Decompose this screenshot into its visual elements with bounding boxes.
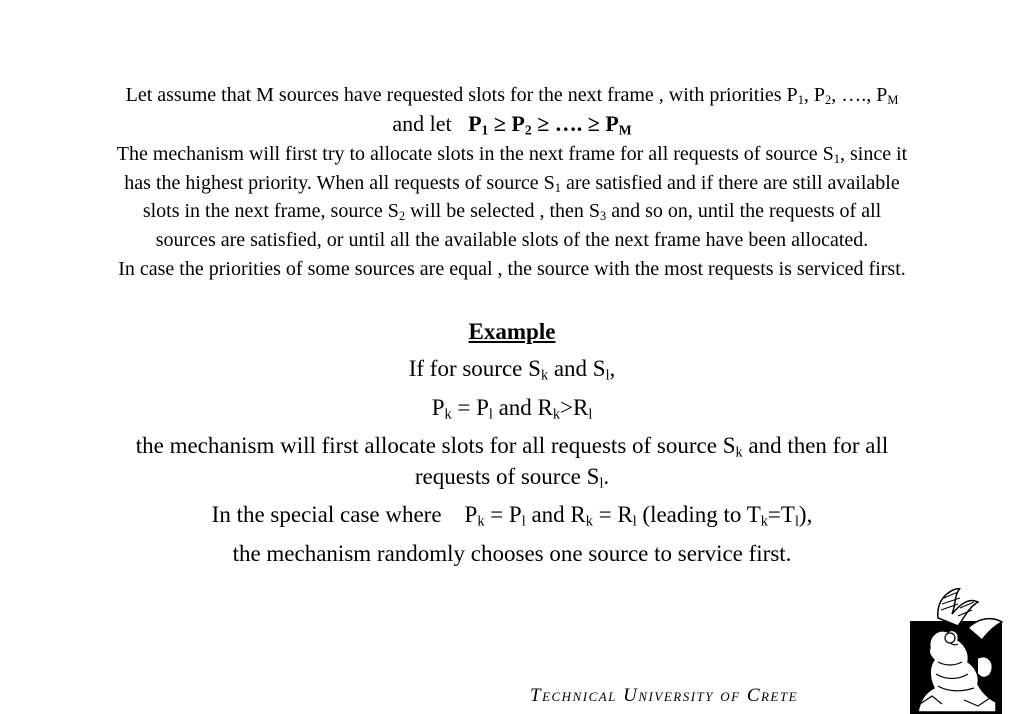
text: slots in the next frame, source S: [142, 200, 399, 223]
text: P: [431, 395, 445, 420]
intro-paragraph: [20, 81, 1004, 138]
subscript: k: [760, 513, 768, 530]
subscript: k: [585, 513, 593, 530]
subscript: k: [540, 367, 549, 384]
text: , P: [803, 84, 826, 106]
mechanism-line-5: In case the priorities of some sources are equal , the source with the most requests is serviced first.: [118, 257, 906, 280]
example-line-5: [40, 499, 984, 530]
text: and let: [392, 110, 452, 136]
subscript: k: [444, 406, 452, 423]
subscript: 1: [481, 121, 489, 137]
subscript: l: [488, 406, 493, 423]
mechanism-line-2: [20, 169, 1004, 198]
subscript: 2: [398, 209, 406, 224]
example-line-3b: [40, 461, 984, 492]
text: If for source S: [408, 356, 541, 381]
text: = P: [484, 502, 522, 527]
text: and so on, until the requests of all: [606, 200, 882, 223]
mechanism-line-4: sources are satisfied, or until all the available slots of the next frame have been allocated.: [155, 229, 869, 252]
subscript: l: [794, 513, 799, 530]
text: requests of source S: [414, 464, 600, 489]
text: and R: [525, 502, 586, 527]
example-line-3a: [40, 430, 984, 461]
text: In the special case where P: [211, 502, 478, 527]
subscript: l: [632, 513, 637, 530]
text: and then for all: [742, 433, 889, 458]
mechanism-line-3: [20, 197, 1004, 226]
subscript: 3: [600, 209, 607, 224]
text: The mechanism will first try to allocate slots in the next frame for all requests of source S: [116, 143, 834, 165]
priority-order: [468, 111, 632, 136]
subscript: 1: [554, 180, 561, 195]
mechanism-paragraph: [20, 140, 1004, 284]
text: are satisfied and if there are still available: [560, 171, 900, 194]
subscript: M: [618, 121, 632, 137]
text: , …., P: [831, 84, 888, 106]
text: the mechanism will first allocate slots for all requests of source S: [135, 433, 736, 458]
text: ,: [609, 356, 616, 381]
example-line-2: [40, 392, 984, 423]
subscript: M: [887, 93, 899, 108]
text: >R: [560, 395, 589, 420]
subscript: l: [605, 367, 610, 384]
example-line-1: [40, 353, 984, 384]
text: .: [603, 464, 610, 489]
text: P: [468, 110, 482, 136]
text: ≥ P: [488, 110, 525, 136]
text: = P: [451, 395, 489, 420]
text: has the highest priority. When all requests of source S: [124, 171, 555, 194]
text: and S: [548, 356, 606, 381]
intro-line-1: [20, 81, 1004, 110]
subscript: 1: [833, 152, 840, 167]
example-line-3: [40, 430, 984, 492]
subscript: k: [552, 406, 561, 423]
text: Let assume that M sources have requested slots for the next frame , with priorities P: [125, 84, 798, 106]
subscript: 1: [797, 93, 804, 108]
subscript: l: [521, 513, 526, 530]
institution-name: Technical University of Crete: [530, 685, 799, 706]
text: =T: [767, 502, 795, 527]
text: , since it: [840, 143, 908, 165]
subscript: l: [599, 475, 604, 492]
text: will be selected , then S: [405, 200, 601, 223]
example-line-6: the mechanism randomly chooses one source to service first.: [232, 541, 792, 566]
subscript: k: [477, 513, 485, 530]
text: ),: [798, 502, 813, 527]
text: (leading to T: [636, 502, 761, 527]
subscript: k: [735, 444, 743, 461]
subscript: 2: [524, 121, 532, 137]
text: ≥ …. ≥ P: [531, 110, 619, 136]
mechanism-line-1: [20, 140, 1004, 169]
example-heading: Example: [468, 319, 556, 344]
subscript: 2: [825, 93, 832, 108]
subscript: l: [588, 406, 593, 423]
text: = R: [592, 502, 633, 527]
university-emblem-icon: [908, 588, 1004, 714]
text: and R: [492, 395, 553, 420]
intro-line-2: [20, 110, 1004, 139]
